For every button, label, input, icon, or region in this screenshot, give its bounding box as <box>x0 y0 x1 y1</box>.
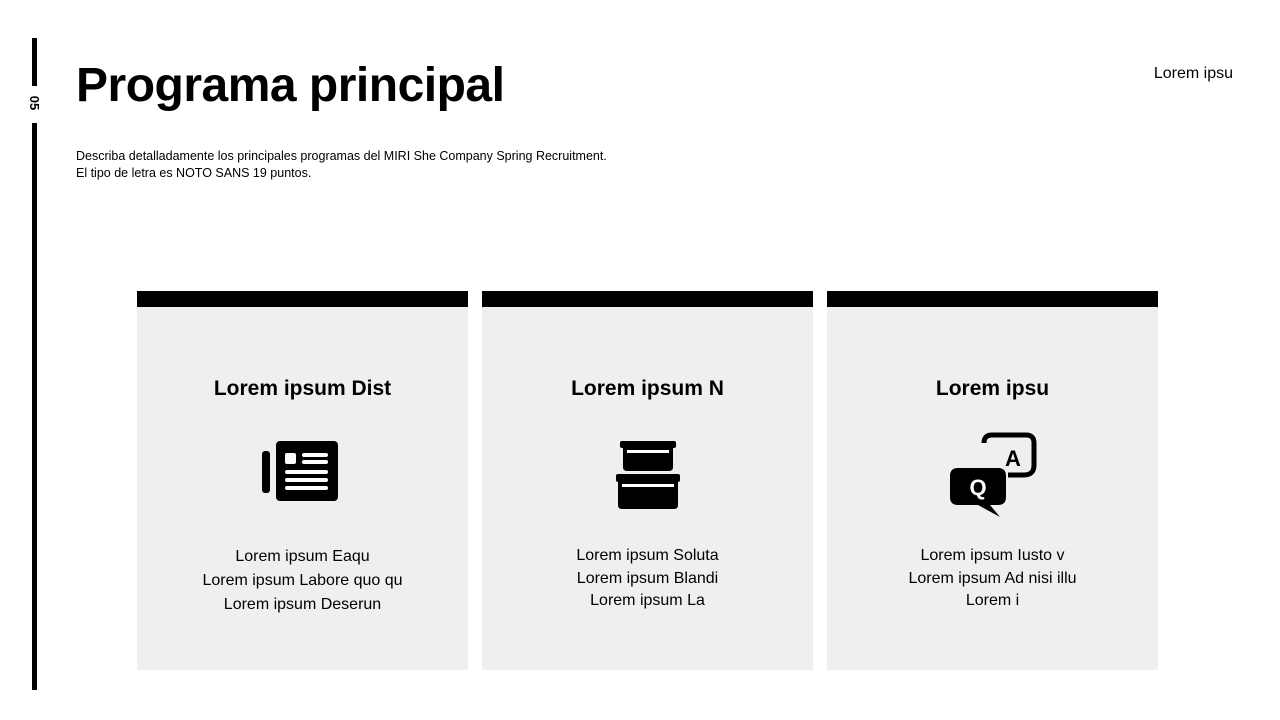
card-text-line: Lorem ipsum Eaqu <box>235 548 370 565</box>
card-text-line: Lorem ipsum Labore quo qu <box>202 572 403 589</box>
card-top-bar <box>827 291 1158 307</box>
card-top-bar <box>137 291 468 307</box>
card-text-line: Lorem ipsum Blandi <box>576 569 719 587</box>
card-text <box>827 545 1158 613</box>
page-title: Programa principal <box>76 59 505 112</box>
side-accent-bar-bottom <box>32 123 37 690</box>
card-text-line: Lorem ipsum Iusto v <box>920 547 1065 564</box>
card-title: Lorem ipsu <box>935 377 1050 400</box>
description-line: El tipo de letra es NOTO SANS 19 puntos. <box>76 166 312 180</box>
program-card-2 <box>482 291 813 670</box>
card-text <box>137 545 468 617</box>
card-text <box>482 545 813 613</box>
card-text-line: Lorem ipsum Soluta <box>576 547 719 564</box>
stacked-containers-icon <box>603 431 693 521</box>
description <box>76 148 607 182</box>
newspaper-icon <box>258 431 348 521</box>
card-title: Lorem ipsum N <box>571 377 724 400</box>
card-title: Lorem ipsum Dist <box>213 377 392 400</box>
card-text-line: Lorem ipsum Ad nisi illu <box>908 569 1077 587</box>
svg-text:Q: Q <box>968 475 987 500</box>
description-line: Describa detalladamente los principales programas del MIRI She Company Spring Recruitment. <box>76 149 607 163</box>
header-label: Lorem ipsu <box>1153 65 1233 82</box>
side-accent-bar-top <box>32 38 37 86</box>
card-text-line: Lorem ipsum Deserun <box>223 596 382 613</box>
svg-text:A: A <box>1004 446 1021 471</box>
card-text-line: Lorem i <box>965 592 1020 609</box>
program-card-3 <box>827 291 1158 670</box>
program-card-1 <box>137 291 468 670</box>
card-text-line: Lorem ipsum La <box>590 592 705 609</box>
card-top-bar <box>482 291 813 307</box>
page-number: 05 <box>27 95 43 111</box>
qa-chat-icon <box>948 431 1038 521</box>
